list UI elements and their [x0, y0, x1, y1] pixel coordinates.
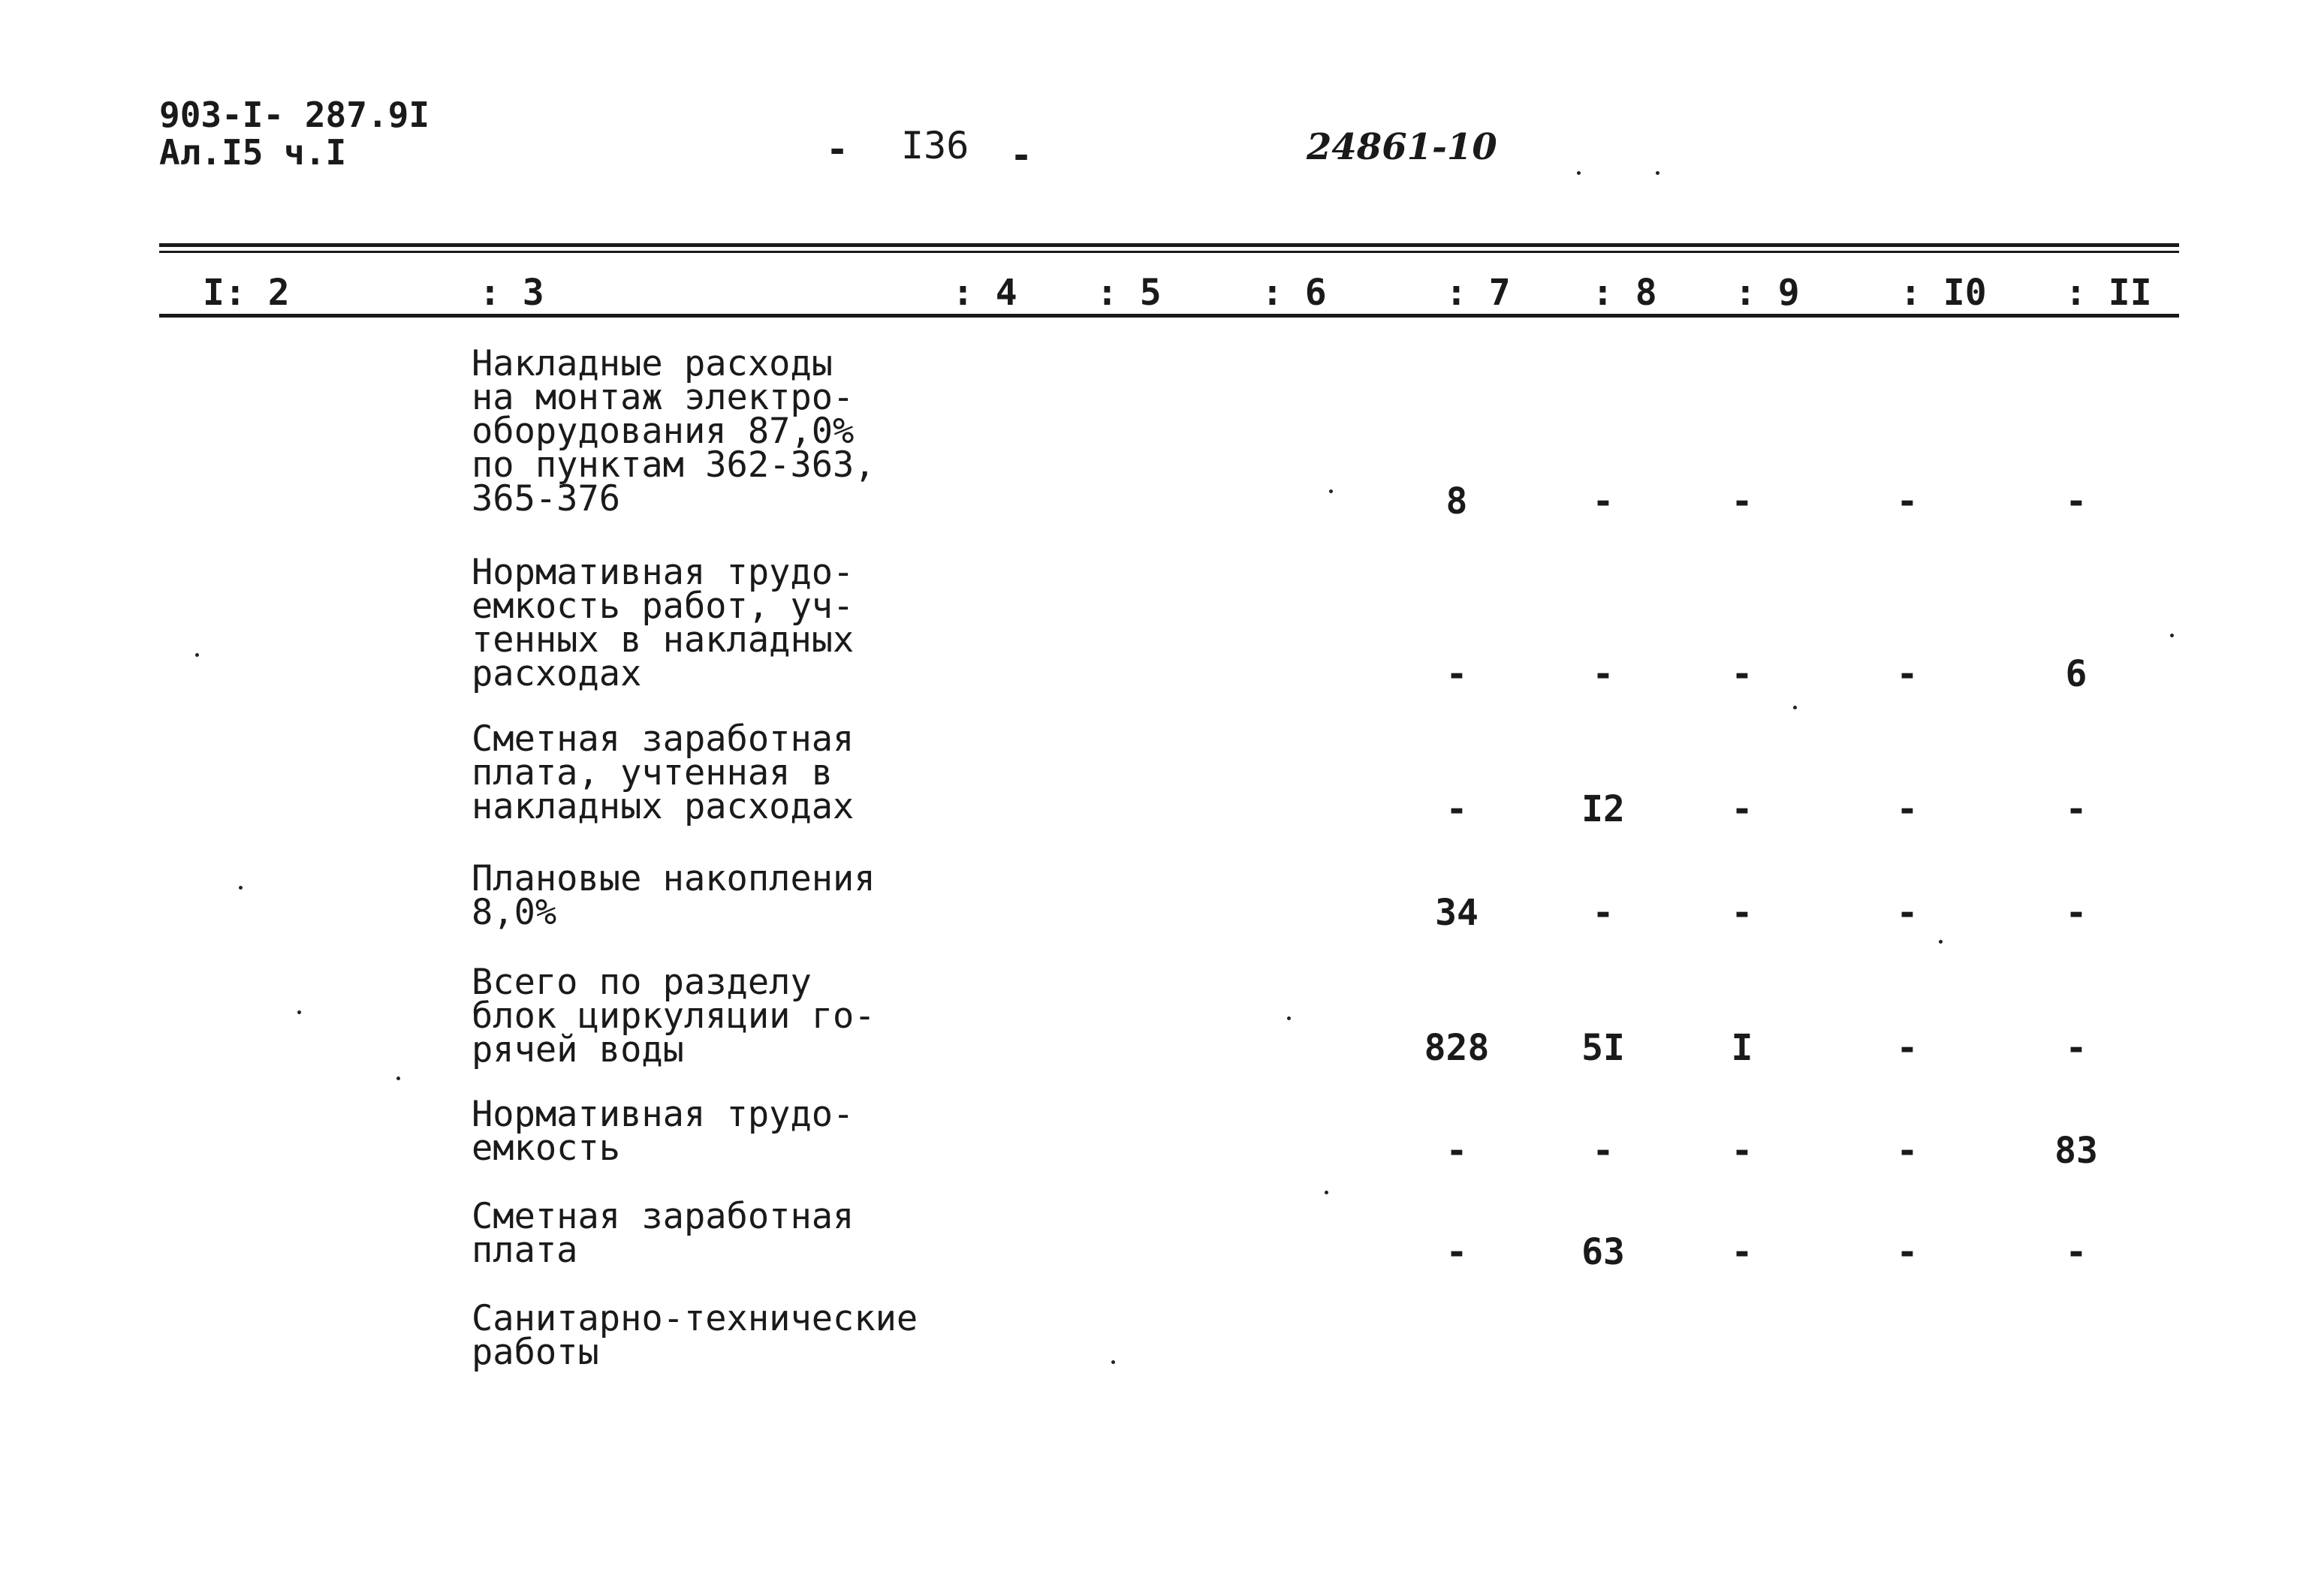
cell-col10: - [1896, 1027, 1919, 1069]
cell-col11: - [2065, 892, 2087, 934]
column-header-6: : 6 [1262, 272, 1327, 314]
row-description: Нормативная трудо- емкость [472, 1094, 855, 1169]
cell-col8: - [1592, 892, 1614, 934]
scan-speck [1325, 1191, 1328, 1194]
document-code-line2: Ал.I5 ч.I [159, 132, 347, 173]
cell-col9: I [1731, 1027, 1753, 1069]
header-underline [159, 314, 2179, 318]
cell-col7: 828 [1424, 1027, 1490, 1069]
cell-col7: 8 [1445, 480, 1468, 522]
scan-speck [1329, 489, 1333, 493]
cell-col10: - [1896, 480, 1919, 522]
cell-col8: - [1592, 653, 1614, 695]
column-header-8: : 8 [1592, 272, 1657, 314]
cell-col7: - [1445, 653, 1468, 695]
row-description: Сметная заработная плата, учтенная в накладных расходах [472, 718, 855, 827]
scan-speck [195, 653, 199, 657]
cell-col11: - [2065, 788, 2087, 830]
cell-col7: - [1445, 788, 1468, 830]
row-description: Санитарно-технические работы [472, 1298, 918, 1373]
cell-col11: 83 [2054, 1130, 2098, 1172]
column-header-3: : 3 [479, 272, 544, 314]
cell-col9: - [1731, 480, 1753, 522]
row-description: Нормативная трудо- емкость работ, уч- тенных в накладных расходах [472, 552, 855, 694]
cell-col11: - [2065, 480, 2087, 522]
cell-col10: - [1896, 788, 1919, 830]
cell-col10: - [1896, 1231, 1919, 1273]
scan-speck [1656, 171, 1659, 175]
row-description: Всего по разделу блок циркуляции го- рячей воды [472, 962, 876, 1071]
column-header-10: : I0 [1900, 272, 1987, 314]
top-rule [159, 243, 2179, 247]
cell-col9: - [1731, 653, 1753, 695]
scan-speck [1287, 1016, 1291, 1020]
page-dash-right: - [1010, 134, 1033, 177]
cell-col10: - [1896, 892, 1919, 934]
scan-speck [1793, 706, 1797, 709]
cell-col8: 63 [1581, 1231, 1625, 1273]
handwritten-number: 24861-10 [1307, 126, 1497, 168]
scan-speck [396, 1077, 400, 1080]
scan-speck [297, 1010, 301, 1014]
cell-col8: - [1592, 480, 1614, 522]
row-description: Накладные расходы на монтаж электро- оборудования 87,0% по пунктам 362-363, 365-376 [472, 343, 876, 519]
cell-col11: - [2065, 1231, 2087, 1273]
column-header-7: : 7 [1445, 272, 1511, 314]
cell-col7: 34 [1435, 892, 1479, 934]
cell-col8: I2 [1581, 788, 1625, 830]
cell-col8: 5I [1581, 1027, 1625, 1069]
scan-speck [1111, 1360, 1115, 1364]
document-code-line1: 903-I- 287.9I [159, 95, 430, 135]
page-number: I36 [901, 124, 969, 167]
column-header-1-2: I: 2 [203, 272, 290, 314]
cell-col9: - [1731, 1231, 1753, 1273]
cell-col9: - [1731, 788, 1753, 830]
cell-col8: - [1592, 1130, 1614, 1172]
cell-col9: - [1731, 1130, 1753, 1172]
column-header-4: : 4 [952, 272, 1017, 314]
scan-speck [1939, 940, 1943, 944]
top-rule-double [159, 251, 2179, 253]
scan-speck [239, 886, 243, 890]
row-description: Плановые накопления 8,0% [472, 858, 876, 933]
column-header-9: : 9 [1735, 272, 1800, 314]
page-dash-left: - [826, 128, 849, 171]
cell-col9: - [1731, 892, 1753, 934]
cell-col10: - [1896, 653, 1919, 695]
cell-col11: - [2065, 1027, 2087, 1069]
scan-speck [2170, 634, 2174, 637]
cell-col10: - [1896, 1130, 1919, 1172]
document-code [159, 96, 430, 171]
column-header-11: : II [2065, 272, 2152, 314]
cell-col11: 6 [2065, 653, 2087, 695]
cell-col7: - [1445, 1231, 1468, 1273]
row-description: Сметная заработная плата [472, 1196, 855, 1271]
cell-col7: - [1445, 1130, 1468, 1172]
scan-speck [1577, 171, 1581, 175]
column-header-5: : 5 [1096, 272, 1162, 314]
